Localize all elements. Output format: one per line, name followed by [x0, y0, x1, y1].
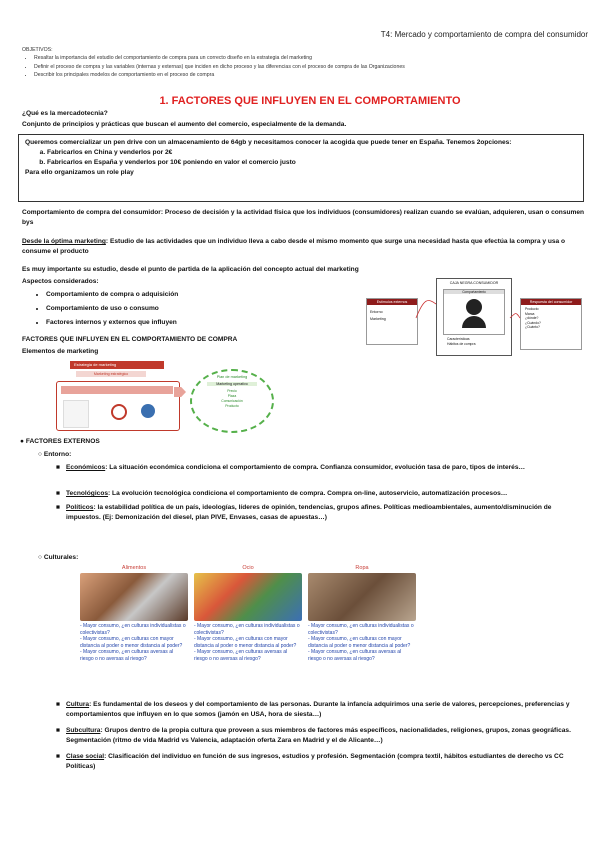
option-item: a. Fabricarlos en China y venderlos por 2€ — [47, 148, 577, 158]
response-title: Respuesta del consumidor — [521, 299, 581, 305]
option-item: b. Fabricarlos en España y venderlos por 10€ poniendo en valor el comercio justo — [47, 158, 577, 168]
mk-left-panel — [56, 381, 180, 431]
aspects-label: Aspectos considerados: — [22, 278, 99, 285]
card-question: - Mayor consumo, ¿en culturas individualistas o colectivistas? — [308, 623, 414, 636]
behavior-definition: Comportamiento de compra del consumidor: Proceso de decisión y la actividad física que los individuos (consumidores) realizan cuando se evalúan, adquieren, usan o consumen bys — [22, 209, 585, 226]
example-outro: Para ello organizamos un role play — [25, 168, 134, 176]
definition: Conjunto de principios y prácticas que buscan el aumento del comercio, especialmente de la demanda. — [22, 121, 347, 128]
term-text: : La evolución tecnológica condiciona el comportamiento de compra. Compra on-line, autoservicio, automatización procesos… — [108, 490, 508, 497]
objectives-label: OBJETIVOS: — [22, 47, 53, 53]
marketing-elements-figure — [56, 361, 274, 431]
example-intro: Queremos comercializar un pen drive con un almacenamiento de 64gb y necesitamos conocer la acogida que puede tener en España. Tenemos 2opciones: — [25, 139, 512, 146]
factors-heading: FACTORES QUE INFLUYEN EN EL COMPORTAMIENTO DE COMPRA — [22, 336, 238, 343]
culture-card-food — [80, 565, 188, 662]
subculture-item: ■ Subcultura: Grupos dentro de la propia cultura que proveen a sus miembros de factores más específicos, nacionalidades, religiones, grupos, zonas geográficas. Segmentación (ritmo de vida Madrid vs Valencia, adaptación oferta Zara en Madrid y el de Alicante…) — [56, 727, 571, 744]
question: ¿Qué es la mercadotecnia? — [22, 110, 108, 117]
term-text: : La situación económica condiciona el comportamiento de compra. Confianza consumidor, evolución tasa de paro, tipos de interés… — [105, 464, 526, 471]
stimuli-item: Marketing — [370, 316, 386, 321]
mk-place-label: Plaza — [227, 394, 237, 399]
arrow-icon — [174, 387, 186, 397]
card-question: - Mayor consumo, ¿en culturas individualistas o colectivistas? — [194, 623, 300, 636]
entorno-text: Entorno: — [43, 451, 72, 458]
objective-item: • Describir los principales modelos de comportamiento en el proceso de compra — [34, 71, 405, 79]
mk-strategic-label: Marketing estratégico — [76, 371, 146, 377]
target-icon — [111, 404, 127, 420]
consumer-item: Características — [447, 337, 470, 341]
mk-price-label: Precio — [227, 389, 237, 393]
objectives — [22, 46, 405, 79]
culture-cards — [80, 565, 420, 695]
stimuli-item: Entorno — [370, 310, 383, 314]
response-item: Marca — [525, 311, 535, 316]
response-item: ¿Cuánto? — [525, 325, 540, 330]
marketing-definition — [22, 237, 588, 257]
response-item: Producto — [525, 307, 539, 311]
clothing-image — [308, 573, 416, 621]
marketing-text: : Estudio de las actividades que un individuo lleva a cabo desde el mismo momento que surge una necesidad hasta que efectúa la compra y usa o consume el producto — [22, 238, 566, 255]
response-item: ¿dónde? — [525, 316, 539, 321]
culture-item: ■ Cultura: Es fundamental de los deseos y del comportamiento de las personas. Durante la infancia adquirimos una serie de valores, percepciones, preferencias y comportamientos que influyen en lo que somos (jamón en USA, hora de siesta…) — [56, 701, 570, 718]
card-question: - Mayor consumo, ¿en culturas individualistas o colectivistas? — [80, 623, 186, 636]
term-text: : la estabilidad política de un país, ideologías, líderes de opinión, tendencias, grupos afines. Políticas medioambientales, aumento/disminución de impuestos. (Ej: Demonización del diesel, plan PIVE, Envases, casas de apuestas…) — [66, 504, 552, 521]
card-question: - Mayor consumo, ¿en culturas aversas al riesgo o no aversas al riesgo? — [194, 649, 288, 662]
card-title: Ocio — [242, 565, 254, 571]
food-image — [80, 573, 188, 621]
black-box-diagram — [366, 278, 584, 354]
aspect-item: • Comportamiento de uso o consumo — [46, 304, 178, 314]
culturales-text: Culturales: — [43, 554, 79, 561]
card-title: Alimentos — [121, 565, 147, 571]
diagram-arrows — [366, 278, 584, 354]
aspects-list — [22, 290, 178, 328]
section-heading: 1. FACTORES QUE INFLUYEN EN EL COMPORTAMIENTO — [159, 95, 461, 107]
consumer-subtitle: Comportamiento — [444, 290, 504, 294]
culture-card-leisure — [194, 565, 302, 662]
head-icon — [141, 404, 155, 418]
culturales-label: ○ Culturales: — [38, 554, 79, 561]
consumer-item: Hábitos de compra — [447, 342, 476, 347]
consumer-title: CAJA NEGRA CONSUMIDOR — [449, 281, 499, 285]
term: Económicos — [66, 464, 106, 471]
external-label: FACTORES EXTERNOS — [25, 438, 100, 445]
term-text: : Grupos dentro de la propia cultura que proveen a sus miembros de factores más específicos, nacionalidades, religiones, grupos, zonas geográficas. Segmentación (ritmo de vida Madrid vs Valencia, adaptación oferta Zara en Madrid y el de Alicante…) — [66, 727, 571, 744]
aspect-item: • Comportamiento de compra o adquisición — [46, 290, 178, 300]
external-factors-label: ● FACTORES EXTERNOS — [20, 438, 100, 445]
mk-product-label: Producto — [225, 404, 239, 409]
card-question: - Mayor consumo, ¿en culturas con mayor distancia al poder o menor distancia al poder? — [80, 636, 183, 649]
term-text: : Es fundamental de los deseos y del comportamiento de las personas. Durante la infancia adquirimos una serie de valores, percepciones, preferencias y comportamientos que influyen en lo que somos (jamón en USA, hora de siesta…) — [66, 701, 570, 718]
card-title: Ropa — [355, 565, 369, 571]
social-class-item: ■ Clase social: Clasificación del individuo en función de sus ingresos, estudios y profesión. Segmentación (compra textil, hábitos estudiantes de derecho vs CC Políticas) — [56, 753, 564, 770]
leisure-image — [194, 573, 302, 621]
external-item-tech: ■ Tecnológicos: La evolución tecnológica condiciona el comportamiento de compra. Compra on-line, autoservicio, automatización procesos… — [56, 490, 508, 497]
term: Tecnológicos — [66, 490, 109, 497]
stimuli-title: Estímulos externos — [367, 299, 417, 305]
external-item-economic: ■ Económicos: La situación económica condiciona el comportamiento de compra. Confianza consumidor, evolución tasa de paro, tipos de interés… — [56, 464, 526, 471]
term: Subcultura — [66, 727, 101, 734]
mk-circle-panel — [190, 369, 274, 433]
mk-plan-label: Plan de marketing — [216, 375, 248, 379]
external-item-political: ■ Políticos: la estabilidad política de un país, ideologías, líderes de opinión, tendencias, grupos afines. Políticas medioambientales, aumento/disminución de impuestos. (Ej: Demonización del diesel, plan PIVE, Envases, casas de apuestas…) — [56, 504, 552, 521]
objective-item: • Definir el proceso de compra y las variables (internas y externas) que inciden en dicho proceso y las diferencias con el proceso de compra de las Organizaciones — [34, 63, 405, 71]
factors-subheading: Elementos de marketing — [22, 348, 99, 355]
marketing-label: Desde la óptima marketing — [22, 238, 106, 245]
term: Políticos — [66, 504, 94, 511]
card-question: - Mayor consumo, ¿en culturas con mayor distancia al poder o menor distancia al poder? — [308, 636, 411, 649]
card-question: - Mayor consumo, ¿en culturas aversas al riesgo o no aversas al riesgo? — [308, 649, 402, 662]
importance-text: Es muy importante su estudio, desde el punto de partida de la aplicación del concepto actual del marketing — [22, 266, 359, 273]
term-text: : Clasificación del individuo en función de sus ingresos, estudios y profesión. Segmentación (compra textil, hábitos estudiantes de derecho vs CC Políticas) — [66, 753, 564, 770]
term: Clase social — [66, 753, 105, 760]
example-box — [18, 134, 584, 202]
objective-item: • Resaltar la importancia del estudio del comportamiento de compra para un correcto diseño en la estrategia del marketing — [34, 54, 405, 62]
document-header: T4: Mercado y comportamiento de compra del consumidor — [380, 30, 588, 39]
mk-arrow-row — [61, 386, 173, 394]
mk-operational-label: Marketing operativo — [207, 382, 257, 386]
card-question: - Mayor consumo, ¿en culturas con mayor distancia al poder o menor distancia al poder? — [194, 636, 297, 649]
mk-strategy-label: Estrategia de marketing — [70, 361, 164, 369]
card-question: - Mayor consumo, ¿en culturas aversas al riesgo o no aversas al riesgo? — [80, 649, 174, 662]
entorno-label: ○ Entorno: — [38, 451, 72, 458]
mk-comm-label: Comunicación — [221, 399, 243, 404]
term: Cultura — [66, 701, 90, 708]
response-item: ¿Cuándo? — [525, 320, 541, 325]
mk-list-block — [63, 400, 89, 428]
culture-card-clothing — [308, 565, 416, 662]
aspect-item: • Factores internos y externos que influyen — [46, 318, 178, 328]
